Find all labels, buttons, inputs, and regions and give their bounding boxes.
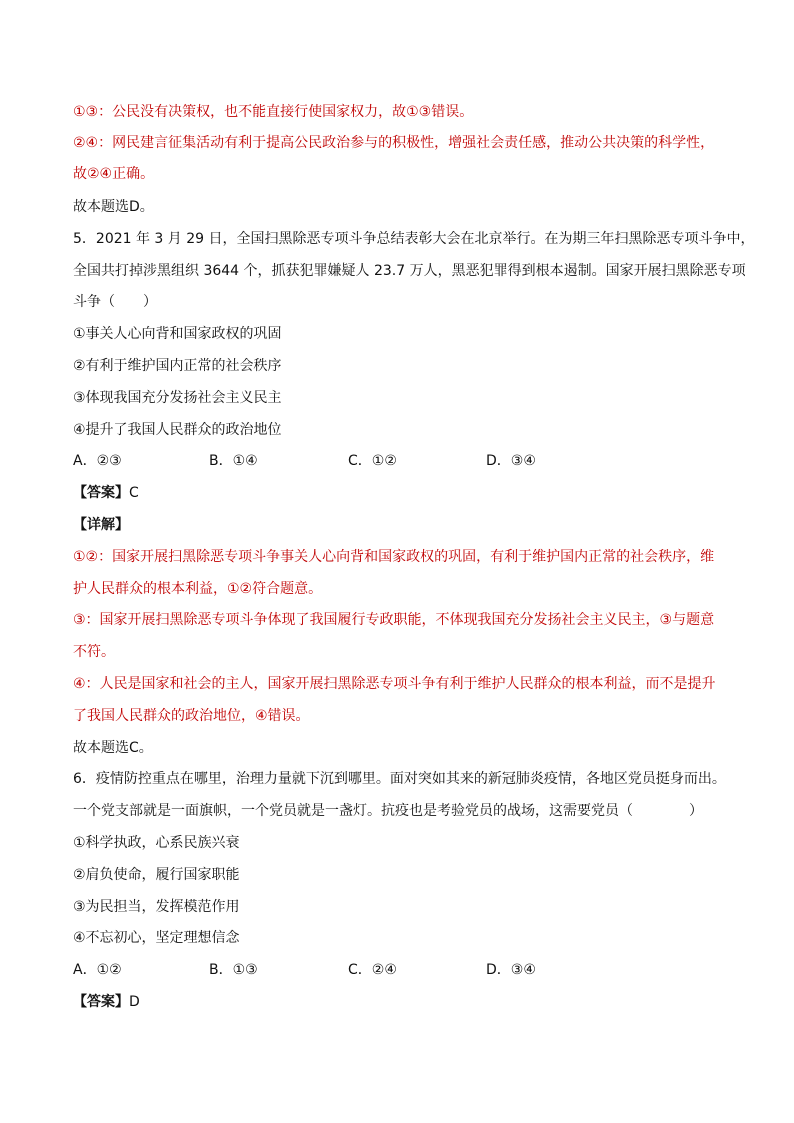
q5-detail-label: 【详解】: [73, 517, 129, 533]
q6-answer: [73, 992, 140, 1012]
q5-options: [73, 451, 733, 471]
q5-analysis-line: ①②：国家开展扫黑除恶专项斗争事关人心向背和国家政权的巩固，有利于维护国内正常的社会秩序，维: [73, 549, 715, 565]
q4-analysis-line: 故②④正确。: [73, 166, 155, 182]
q5-option-b: B．①④: [209, 453, 258, 469]
q5-analysis-line: 不符。: [73, 644, 115, 660]
q5-analysis-line: 了我国人民群众的政治地位，④错误。: [73, 708, 310, 724]
q5-answer: [73, 483, 139, 503]
q5-option-d: D．③④: [486, 453, 536, 469]
q6-statement: ③为民担当，发挥模范作用: [73, 899, 240, 915]
q6-options: [73, 960, 733, 980]
q6-option-c: C．②④: [348, 962, 397, 978]
q6-stem-line: 6．疫情防控重点在哪里，治理力量就下沉到哪里。面对突如其来的新冠肺炎疫情，各地区党员挺身而出。: [73, 771, 726, 787]
q5-option-a: A．②③: [73, 453, 122, 469]
q6-option-d: D．③④: [486, 962, 536, 978]
q5-statement: ③体现我国充分发扬社会主义民主: [73, 390, 282, 406]
q5-statement: ④提升了我国人民群众的政治地位: [73, 422, 282, 438]
q5-stem-line: 5．2021 年 3 月 29 日，全国扫黑除恶专项斗争总结表彰大会在北京举行。在为期三年扫黑除恶专项斗争中，: [73, 231, 755, 247]
q5-statement: ①事关人心向背和国家政权的巩固: [73, 326, 282, 342]
q5-stem-line: 全国共打掉涉黑组织 3644 个，抓获犯罪嫌疑人 23.7 万人，黑恶犯罪得到根本遏制。国家开展扫黑除恶专项: [73, 263, 746, 279]
q4-analysis-line: ①③：公民没有决策权，也不能直接行使国家权力，故①③错误。: [73, 104, 474, 120]
q6-option-b: B．①③: [209, 962, 258, 978]
answer-label: 【答案】: [73, 485, 129, 501]
q4-conclusion: 故本题选D。: [73, 199, 154, 215]
q5-analysis-line: 护人民群众的根本利益，①②符合题意。: [73, 581, 323, 597]
q6-statement: ②肩负使命，履行国家职能: [73, 867, 240, 883]
q5-option-c: C．①②: [348, 453, 397, 469]
q5-analysis-line: ③：国家开展扫黑除恶专项斗争体现了我国履行专政职能，不体现我国充分发扬社会主义民主，③与题意: [73, 612, 715, 628]
answer-value: C: [129, 485, 139, 501]
q5-analysis-line: ④：人民是国家和社会的主人，国家开展扫黑除恶专项斗争有利于维护人民群众的根本利益，而不是提升: [73, 676, 716, 692]
q6-stem-line: 一个党支部就是一面旗帜，一个党员就是一盏灯。抗疫也是考验党员的战场，这需要党员（ ）: [73, 803, 703, 819]
q5-stem-line: 斗争（ ）: [73, 294, 157, 310]
q4-analysis-line: ②④：网民建言征集活动有利于提高公民政治参与的积极性，增强社会责任感，推动公共决策的科学性，: [73, 135, 715, 151]
q6-statement: ④不忘初心，坚定理想信念: [73, 930, 240, 946]
q6-statement: ①科学执政，心系民族兴衰: [73, 835, 240, 851]
answer-label: 【答案】: [73, 994, 129, 1010]
q6-option-a: A．①②: [73, 962, 122, 978]
answer-value: D: [129, 994, 140, 1010]
q5-statement: ②有利于维护国内正常的社会秩序: [73, 358, 282, 374]
q5-conclusion: 故本题选C。: [73, 740, 153, 756]
